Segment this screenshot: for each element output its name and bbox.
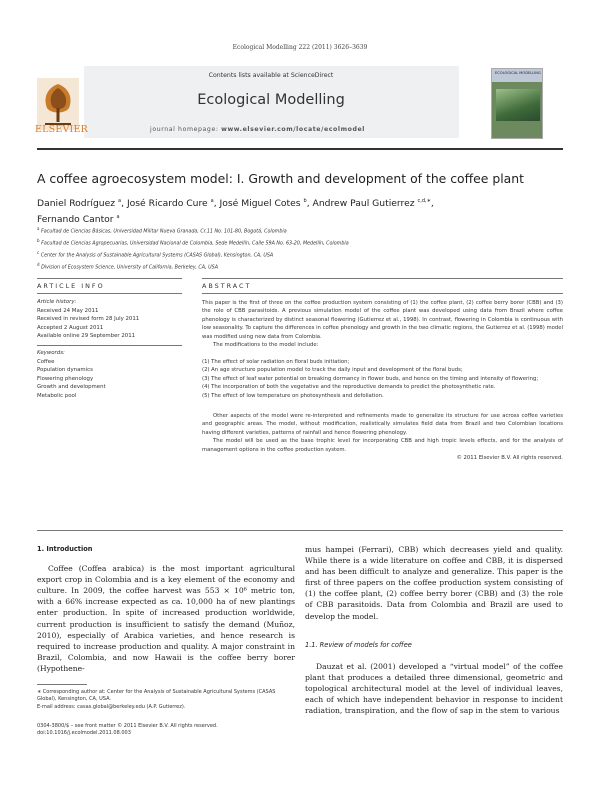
history-item: Received in revised form 28 July 2011 (37, 316, 140, 322)
homepage-label: journal homepage: (150, 126, 219, 133)
abstract-paragraph: Other aspects of the model were re-interpreted and refinements made to generalize its structure for use across coffee varieties and geographic areas. The model, without modification, realistically simulates field data from Brazil and two Colombian locations having different varieties, patterns of rainfall and hence flowering phenology. (202, 412, 563, 436)
abstract-sub-rule (202, 293, 563, 294)
author-affil-mark: a (118, 198, 122, 204)
author-name: Daniel Rodríguez (37, 198, 116, 210)
cover-photo (496, 89, 540, 121)
footnote-rule (37, 684, 87, 685)
info-divider (37, 345, 182, 346)
author-affil-mark: b (303, 198, 307, 204)
body-left-column (37, 544, 295, 674)
abstract-top-rule (202, 278, 563, 279)
issn-block (37, 723, 295, 738)
journal-reference: Ecological Modelling 222 (2011) 3626–3639 (232, 44, 368, 51)
list-item: (4) The incorporation of both the vegetative and the reproductive demands to predict the photosynthetic rate. (202, 384, 496, 391)
journal-cover-image (491, 68, 543, 139)
body-right-column (305, 544, 563, 716)
affiliation-item: $^a$ Facultad de Ciencias Básicas, Universidad Militar Nueva Granada, Cr.11 No. 101-80, Bogotá, Colombia (37, 226, 287, 235)
list-item: (1) The effect of solar radiation on floral buds initiation; (202, 358, 350, 365)
header-divider (37, 148, 563, 150)
section-heading: 1. Introduction (37, 545, 93, 553)
affiliation-item: $^c$ Center for the Analysis of Sustainable Agricultural Systems (CASAS Global), Kensington, CA, USA (37, 249, 274, 259)
email-note[interactable]: E-mail address: casas.global@berkeley.edu (A.P. Gutierrez). (37, 703, 186, 710)
history-heading: Article history: (37, 299, 77, 305)
author-affil-mark: a (116, 213, 120, 220)
publisher-logo-text: ELSEVIER (35, 124, 88, 135)
affiliation-item: $^b$ Facultad de Ciencias Agropecuarias, Universidad Nacional de Colombia, Sede Medellín, Calle 59A No. 63-20, Medellín, Colombia (37, 237, 349, 247)
keyword-item: Flowering phenology (37, 375, 94, 382)
journal-title: Ecological Modelling (197, 92, 345, 108)
cover-title: ECOLOGICAL MODELLING (495, 71, 541, 75)
doi-line[interactable]: doi:10.1016/j.ecolmodel.2011.08.003 (37, 730, 131, 737)
info-top-rule (37, 278, 182, 279)
abstract-bottom-rule (37, 530, 563, 531)
modifications-list (202, 358, 563, 400)
body-paragraph: Coffee (Coffea arabica) is the most important agricultural export crop in Colombia and is a key element of the economy and culture. In 2009, the coffee harvest was 553 × 10⁶ metric ton, with a 66% increase expected as ca. 10,000 ha of new plantings enter production. In spite of increased production worldwide, current production is insufficient to satisfy the demand (Muñoz, 2010), especially of Arabica varieties, and hence research is required to increase production and quality. A major constraint in Brazil, Colombia, and now Hawaii is the coffee berry borer (Hypothene- (37, 564, 295, 673)
abstract-body (202, 299, 563, 463)
corresponding-footnote (37, 689, 295, 711)
article-title: A coffee agroecosystem model: I. Growth and development of the coffee plant (37, 171, 524, 186)
homepage-url[interactable]: www.elsevier.com/locate/ecolmodel (221, 126, 366, 133)
history-item: Received 24 May 2011 (37, 307, 99, 314)
body-paragraph: mus hampei (Ferrari), CBB) which decreases yield and quality. While there is a wide literature on coffee and CBB, it is dispersed and has been difficult to analyze and generalize. This paper is the first of three papers on the coffee production system consisting of (1) the coffee plant, (2) coffee berry borer (CBB) and (3) the role of CBB parasitoids. Data from Colombia and Brazil are used to develop the model. (305, 545, 563, 621)
article-info-label: ARTICLE INFO (37, 282, 105, 290)
author-name: Andrew Paul Gutierrez (312, 198, 415, 210)
body-paragraph: Dauzat et al. (2001) developed a “virtual model” of the coffee plant that produces a detailed three dimensional, geometric and topological architectural model at the level of individual leaves, each of which have independent behavior in response to incident radiation, transpiration, and the flow of sap in the stem to various (305, 661, 563, 716)
author-affil-mark: c,d,∗ (417, 198, 431, 204)
affiliation-item: $^d$ Division of Ecosystem Science, University of California, Berkeley, CA, USA (37, 261, 219, 271)
subsection-heading: 1.1. Review of models for coffee (305, 640, 412, 649)
affiliation-list (37, 225, 563, 273)
author-name: Fernando Cantor (37, 213, 114, 225)
abstract-paragraph: The model will be used as the base trophic level for incorporating CBB and high tropic levels effects, and for the analysis of management options in the coffee production system. (202, 438, 563, 453)
author-list: Daniel Rodríguez $^a$, José Ricardo Cure $^a$, José Miguel Cotes $^b$, Andrew Paul Gutierrez $^{c,d,∗}$, Fernando Cantor $^a$ (37, 198, 434, 225)
article-info-panel (37, 298, 177, 400)
history-item: Available online 29 September 2011 (37, 333, 136, 339)
keyword-item: Metabolic pool (37, 392, 77, 399)
keyword-item: Coffee (37, 358, 55, 365)
copyright-notice: © 2011 Elsevier B.V. All rights reserved. (456, 455, 563, 462)
keyword-item: Growth and development (37, 384, 106, 391)
corresponding-author-note: ∗ Corresponding author at: Center for the Analysis of Sustainable Agricultural Systems (CASAS Global), Kensington, CA, USA. (37, 689, 276, 703)
info-sub-rule (37, 293, 182, 294)
list-item: (3) The effect of leaf water potential on breaking dormancy in flower buds, and hence on the timing and intensity of flowering; (202, 375, 539, 382)
abstract-paragraph: The modifications to the model include: (213, 342, 319, 349)
abstract-paragraph: This paper is the first of three on the coffee production system consisting of (1) the coffee plant, (2) coffee berry borer (CBB) and (3) the role of CBB parasitoids. A previous simulation model of the coffee plant was developed using data from Brazil where coffee phenology is characterized by distinct seasonal flowering (Gutierrez et al., 1998). In contrast, flowering in Colombia is continuous with low seasonality. To capture the differences in coffee phenology and growth in the two climatic regions, the Gutierrez et al. (1998) model was modified using new data from Colombia. (202, 300, 563, 340)
list-item: (5) The effect of low temperature on photosynthesis and defoliation. (202, 392, 384, 399)
contents-line[interactable]: Contents lists available at ScienceDirect (208, 72, 334, 79)
list-item: (2) An age structure population model to track the daily input and development of the floral buds; (202, 367, 463, 374)
keywords-heading: Keywords: (37, 350, 65, 357)
author-affil-mark: a (210, 198, 214, 204)
author-name: José Miguel Cotes (219, 198, 301, 210)
history-item: Accepted 2 August 2011 (37, 324, 104, 331)
author-name: José Ricardo Cure (126, 198, 208, 210)
journal-homepage[interactable] (150, 126, 450, 133)
keyword-item: Population dynamics (37, 367, 93, 374)
abstract-label: ABSTRACT (202, 282, 252, 290)
issn-line: 0304-3800/$ – see front matter © 2011 Elsevier B.V. All rights reserved. (37, 723, 218, 729)
